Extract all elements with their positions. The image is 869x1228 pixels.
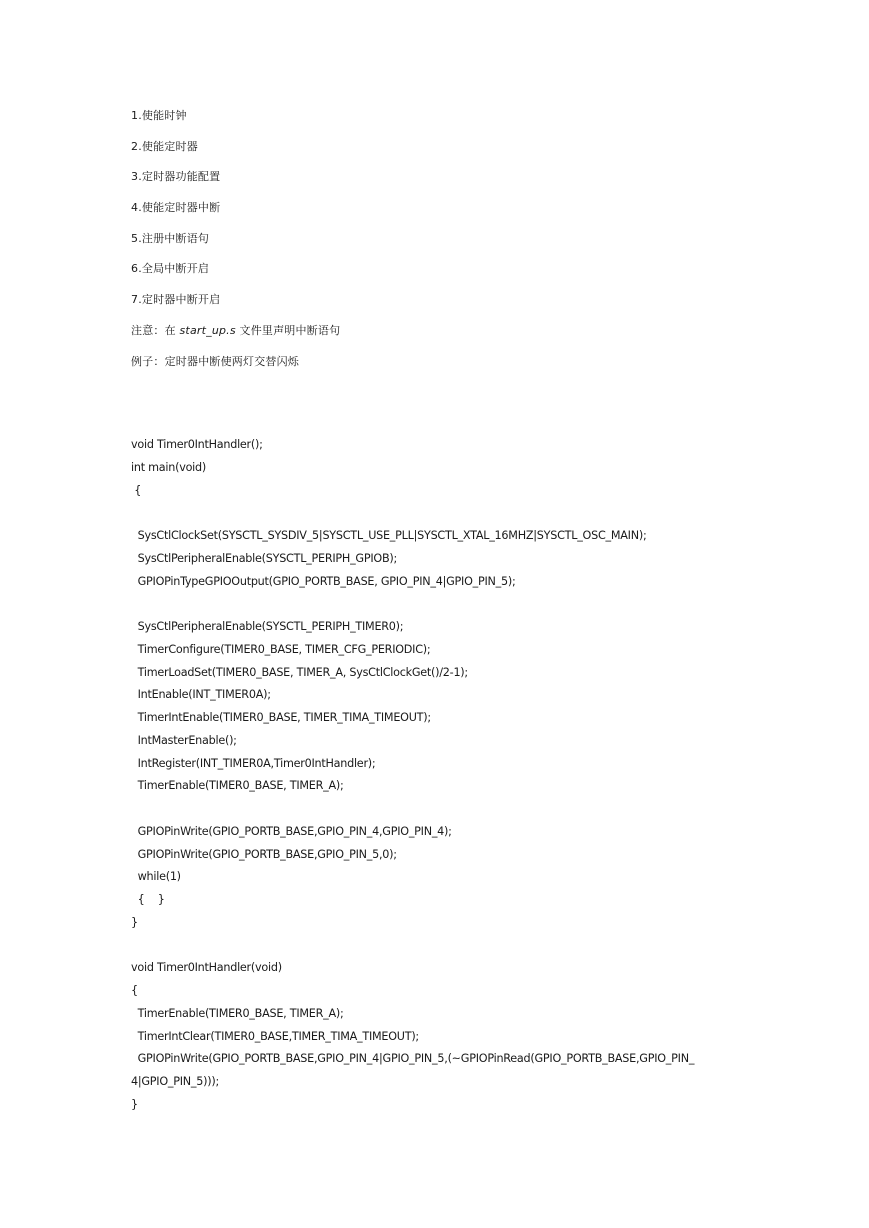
- code-line-7: GPIOPinTypeGPIOOutput(GPIO_PORTB_BASE, GPIO_PIN_4|GPIO_PIN_5);: [131, 575, 516, 588]
- code-line-20: while(1): [131, 870, 181, 883]
- code-line-25: {: [131, 984, 138, 997]
- code-line-1: void Timer0IntHandler();: [131, 438, 263, 451]
- code-line-24: void Timer0IntHandler(void): [131, 961, 282, 974]
- step-5: 5.注册中断语句: [131, 232, 210, 245]
- step-1: 1.使能时钟: [131, 109, 187, 122]
- step-7: 7.定时器中断开启: [131, 293, 221, 306]
- code-line-22: }: [131, 916, 138, 929]
- code-line-5: SysCtlClockSet(SYSCTL_SYSDIV_5|SYSCTL_USE_PLL|SYSCTL_XTAL_16MHZ|SYSCTL_OSC_MAIN);: [131, 529, 647, 542]
- note-suffix: 文件里声明中断语句: [235, 324, 341, 337]
- code-line-28: GPIOPinWrite(GPIO_PORTB_BASE,GPIO_PIN_4|GPIO_PIN_5,(~GPIOPinRead(GPIO_PORTB_BASE,GPIO_PIN_: [131, 1052, 695, 1065]
- code-line-11: TimerLoadSet(TIMER0_BASE, TIMER_A, SysCtlClockGet()/2-1);: [131, 666, 468, 679]
- code-line-26: TimerEnable(TIMER0_BASE, TIMER_A);: [131, 1007, 344, 1020]
- step-3: 3.定时器功能配置: [131, 170, 221, 183]
- code-line-13: TimerIntEnable(TIMER0_BASE, TIMER_TIMA_TIMEOUT);: [131, 711, 431, 724]
- code-line-19: GPIOPinWrite(GPIO_PORTB_BASE,GPIO_PIN_5,0);: [131, 848, 397, 861]
- code-line-2: int main(void): [131, 461, 206, 474]
- note-prefix: 注意：在: [131, 324, 180, 337]
- note-line: [131, 324, 340, 338]
- code-line-6: SysCtlPeripheralEnable(SYSCTL_PERIPH_GPIOB);: [131, 552, 397, 565]
- code-line-18: GPIOPinWrite(GPIO_PORTB_BASE,GPIO_PIN_4,GPIO_PIN_4);: [131, 825, 452, 838]
- code-line-15: IntRegister(INT_TIMER0A,Timer0IntHandler);: [131, 757, 376, 770]
- code-line-29: 4|GPIO_PIN_5)));: [131, 1075, 219, 1088]
- step-2: 2.使能定时器: [131, 140, 198, 153]
- step-4: 4.使能定时器中断: [131, 201, 221, 214]
- example-line: 例子：定时器中断使两灯交替闪烁: [131, 355, 299, 368]
- code-line-10: TimerConfigure(TIMER0_BASE, TIMER_CFG_PERIODIC);: [131, 643, 431, 656]
- code-line-3: {: [131, 484, 142, 497]
- step-6: 6.全局中断开启: [131, 262, 210, 275]
- code-line-14: IntMasterEnable();: [131, 734, 237, 747]
- code-line-21: { }: [131, 893, 165, 906]
- code-line-27: TimerIntClear(TIMER0_BASE,TIMER_TIMA_TIMEOUT);: [131, 1030, 419, 1043]
- code-line-16: TimerEnable(TIMER0_BASE, TIMER_A);: [131, 779, 344, 792]
- code-line-9: SysCtlPeripheralEnable(SYSCTL_PERIPH_TIMER0);: [131, 620, 404, 633]
- code-line-30: }: [131, 1098, 138, 1111]
- note-filename: start_up.s: [179, 324, 236, 337]
- code-line-12: IntEnable(INT_TIMER0A);: [131, 688, 271, 701]
